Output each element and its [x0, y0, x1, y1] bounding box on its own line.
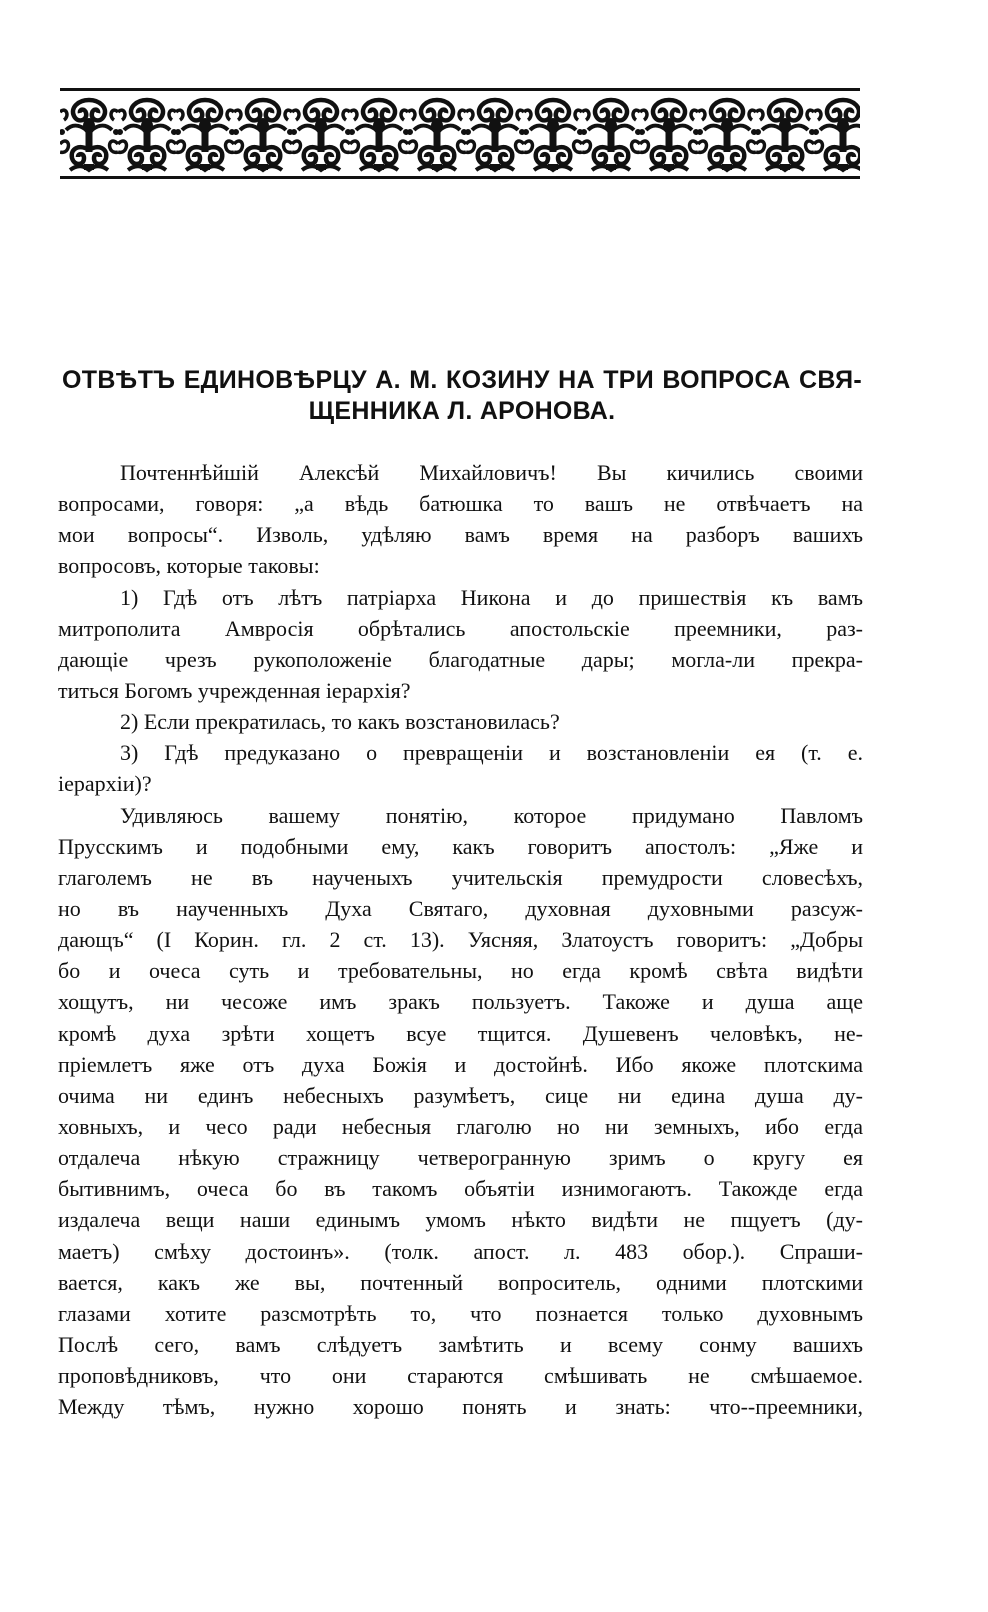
text-line: но въ наученныхъ Духа Святаго, духовная духовными разсуж- — [58, 895, 863, 921]
text-line: проповѣдниковъ, что они стараются смѣшивать не смѣшаемое. — [58, 1363, 863, 1389]
text-line: очима ни единъ небесныхъ разумѣетъ, сице ни едина душа ду- — [58, 1082, 863, 1108]
floral-ornament-icon — [60, 86, 860, 182]
text-line: бытивнимъ, очеса бо въ такомъ объятіи изнимогаютъ. Такожде егда — [58, 1176, 863, 1202]
text-line: 2) Если прекратилась, то какъ возстановилась? — [120, 709, 560, 735]
text-line: Прусскимъ и подобными ему, какъ говоритъ апостолъ: „Яже и — [58, 833, 863, 859]
text-line: глаголемъ не въ наученыхъ учительскія премудрости словесѣхъ, — [58, 864, 863, 890]
text-line: дающъ“ (I Корин. гл. 2 ст. 13). Уясняя, Златоустъ говоритъ: „Добры — [58, 927, 863, 953]
text-line: Удивляюсь вашему понятію, которое придумано Павломъ — [120, 802, 863, 828]
text-line: вопросовъ, которые таковы: — [58, 553, 320, 579]
text-line: издалеча вещи наши единымъ умомъ нѣкто видѣти не пщуетъ (ду- — [58, 1207, 863, 1233]
ornamental-header-border — [60, 86, 860, 182]
text-line: іерархіи)? — [58, 771, 152, 797]
title-line-1: ОТВѢТЪ ЕДИНОВѢРЦУ А. М. КОЗИНУ НА ТРИ ВОПРОСА СВЯ- — [62, 366, 862, 394]
text-line: глазами хотите разсмотрѣть то, что познается только духовнымъ — [58, 1300, 863, 1326]
article-body — [58, 457, 863, 1422]
text-line: маетъ) смѣху достоинъ». (толк. апост. л. 483 обор.). Спраши- — [58, 1238, 863, 1264]
text-line: митрополита Амвросія обрѣтались апостольскіе преемники, раз- — [58, 615, 863, 641]
text-line: 3) Гдѣ предуказано о превращеніи и возстановленіи ея (т. е. — [120, 740, 863, 766]
text-line: ховныхъ, и чесо ради небесныя глаголю но ни земныхъ, ибо егда — [58, 1113, 863, 1139]
text-line: хощутъ, ни чесоже имъ зракъ пользуетъ. Такоже и душа аще — [58, 989, 863, 1015]
text-line: отдалеча нѣкую стражницу четверогранную зримъ о кругу ея — [58, 1145, 863, 1171]
text-line: Между тѣмъ, нужно хорошо понять и знать: что--преемники, — [58, 1394, 863, 1420]
text-line: титься Богомъ учрежденная іерархія? — [58, 677, 411, 703]
text-line: вопросами, говоря: „а вѣдь батюшка то вашъ не отвѣчаетъ на — [58, 491, 863, 517]
text-line: Послѣ сего, вамъ слѣдуетъ замѣтить и всему сонму вашихъ — [58, 1331, 863, 1357]
title-line-2: ЩЕННИКА Л. АРОНОВА. — [308, 397, 616, 425]
article-title — [62, 365, 862, 427]
text-line: пріемлетъ яже отъ духа Божія и достойнѣ. Ибо якоже плотскима — [58, 1051, 863, 1077]
text-line: мои вопросы“. Изволь, удѣляю вамъ время на разборъ вашихъ — [58, 522, 863, 548]
text-line: вается, какъ же вы, почтенный вопроситель, одними плотскими — [58, 1269, 863, 1295]
text-line: 1) Гдѣ отъ лѣтъ патріарха Никона и до пришествія къ вамъ — [120, 584, 863, 610]
text-line: бо и очеса суть и требовательны, но егда кромѣ свѣта видѣти — [58, 958, 863, 984]
text-line: Почтеннѣйшій Алексѣй Михайловичъ! Вы кичились своими — [120, 460, 863, 485]
text-line: дающіе чрезъ рукоположеніе благодатные дары; могла-ли прекра- — [58, 646, 863, 672]
text-line: кромѣ духа зрѣти хощетъ всуе тщится. Душевенъ человѣкъ, не- — [58, 1020, 863, 1046]
